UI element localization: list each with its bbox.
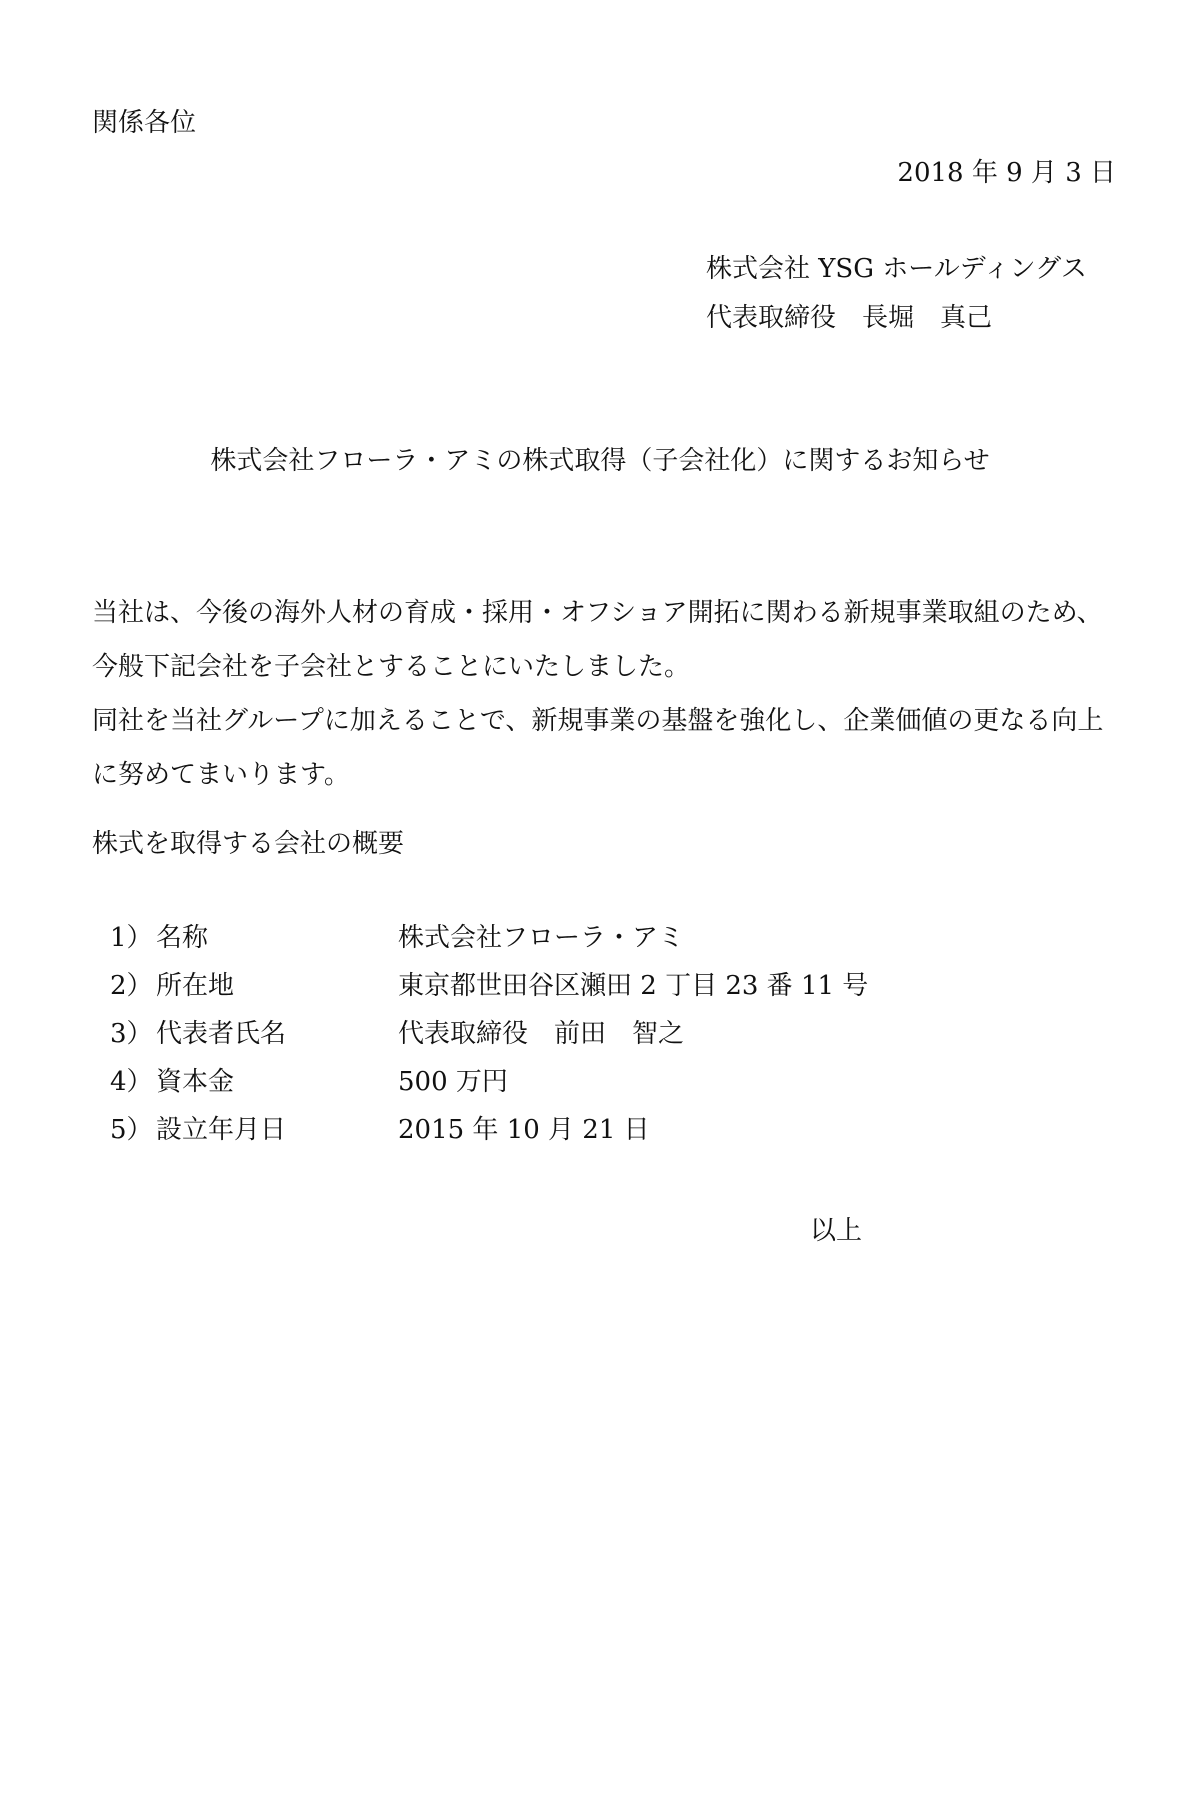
sender-representative: 代表取締役 長堀 真己 [706, 303, 993, 333]
overview-item-number: 4） [110, 1067, 153, 1097]
overview-item-number: 1） [110, 923, 153, 953]
overview-item-label: 名称 [156, 923, 209, 953]
overview-item-number: 2） [110, 971, 153, 1001]
overview-item-value: 2015 年 10 月 21 日 [398, 1115, 650, 1145]
company-overview-list [110, 925, 1010, 1165]
overview-item-label: 所在地 [156, 971, 235, 1001]
body-text [92, 586, 1122, 802]
overview-item-established [110, 1117, 1010, 1165]
overview-item-number: 5） [110, 1115, 153, 1145]
overview-item-value: 株式会社フローラ・アミ [398, 923, 685, 953]
document-title: 株式会社フローラ・アミの株式取得（子会社化）に関するお知らせ [210, 446, 990, 476]
overview-item-label: 代表者氏名 [156, 1019, 287, 1049]
overview-item-label: 設立年月日 [156, 1115, 287, 1145]
overview-item-capital [110, 1069, 1010, 1117]
overview-item-number: 3） [110, 1019, 153, 1049]
document-date: 2018 年 9 月 3 日 [897, 158, 1116, 188]
overview-item-label: 資本金 [156, 1067, 235, 1097]
body-paragraph-2: 同社を当社グループに加えることで、新規事業の基盤を強化し、企業価値の更なる向上に努めてまいります。 [92, 706, 1104, 790]
overview-item-address [110, 973, 1010, 1021]
overview-item-name [110, 925, 1010, 973]
overview-item-representative [110, 1021, 1010, 1069]
overview-item-value: 東京都世田谷区瀬田 2 丁目 23 番 11 号 [398, 971, 869, 1001]
addressee: 関係各位 [92, 108, 197, 138]
sender-company: 株式会社 YSG ホールディングス [706, 254, 1087, 284]
overview-heading: 株式を取得する会社の概要 [92, 829, 405, 859]
overview-item-value: 500 万円 [398, 1067, 508, 1097]
closing-remark: 以上 [810, 1216, 863, 1246]
body-paragraph-1: 当社は、今後の海外人材の育成・採用・オフショア開拓に関わる新規事業取組のため、今般下記会社を子会社とすることにいたしました。 [92, 598, 1103, 682]
overview-item-value: 代表取締役 前田 智之 [398, 1019, 685, 1049]
